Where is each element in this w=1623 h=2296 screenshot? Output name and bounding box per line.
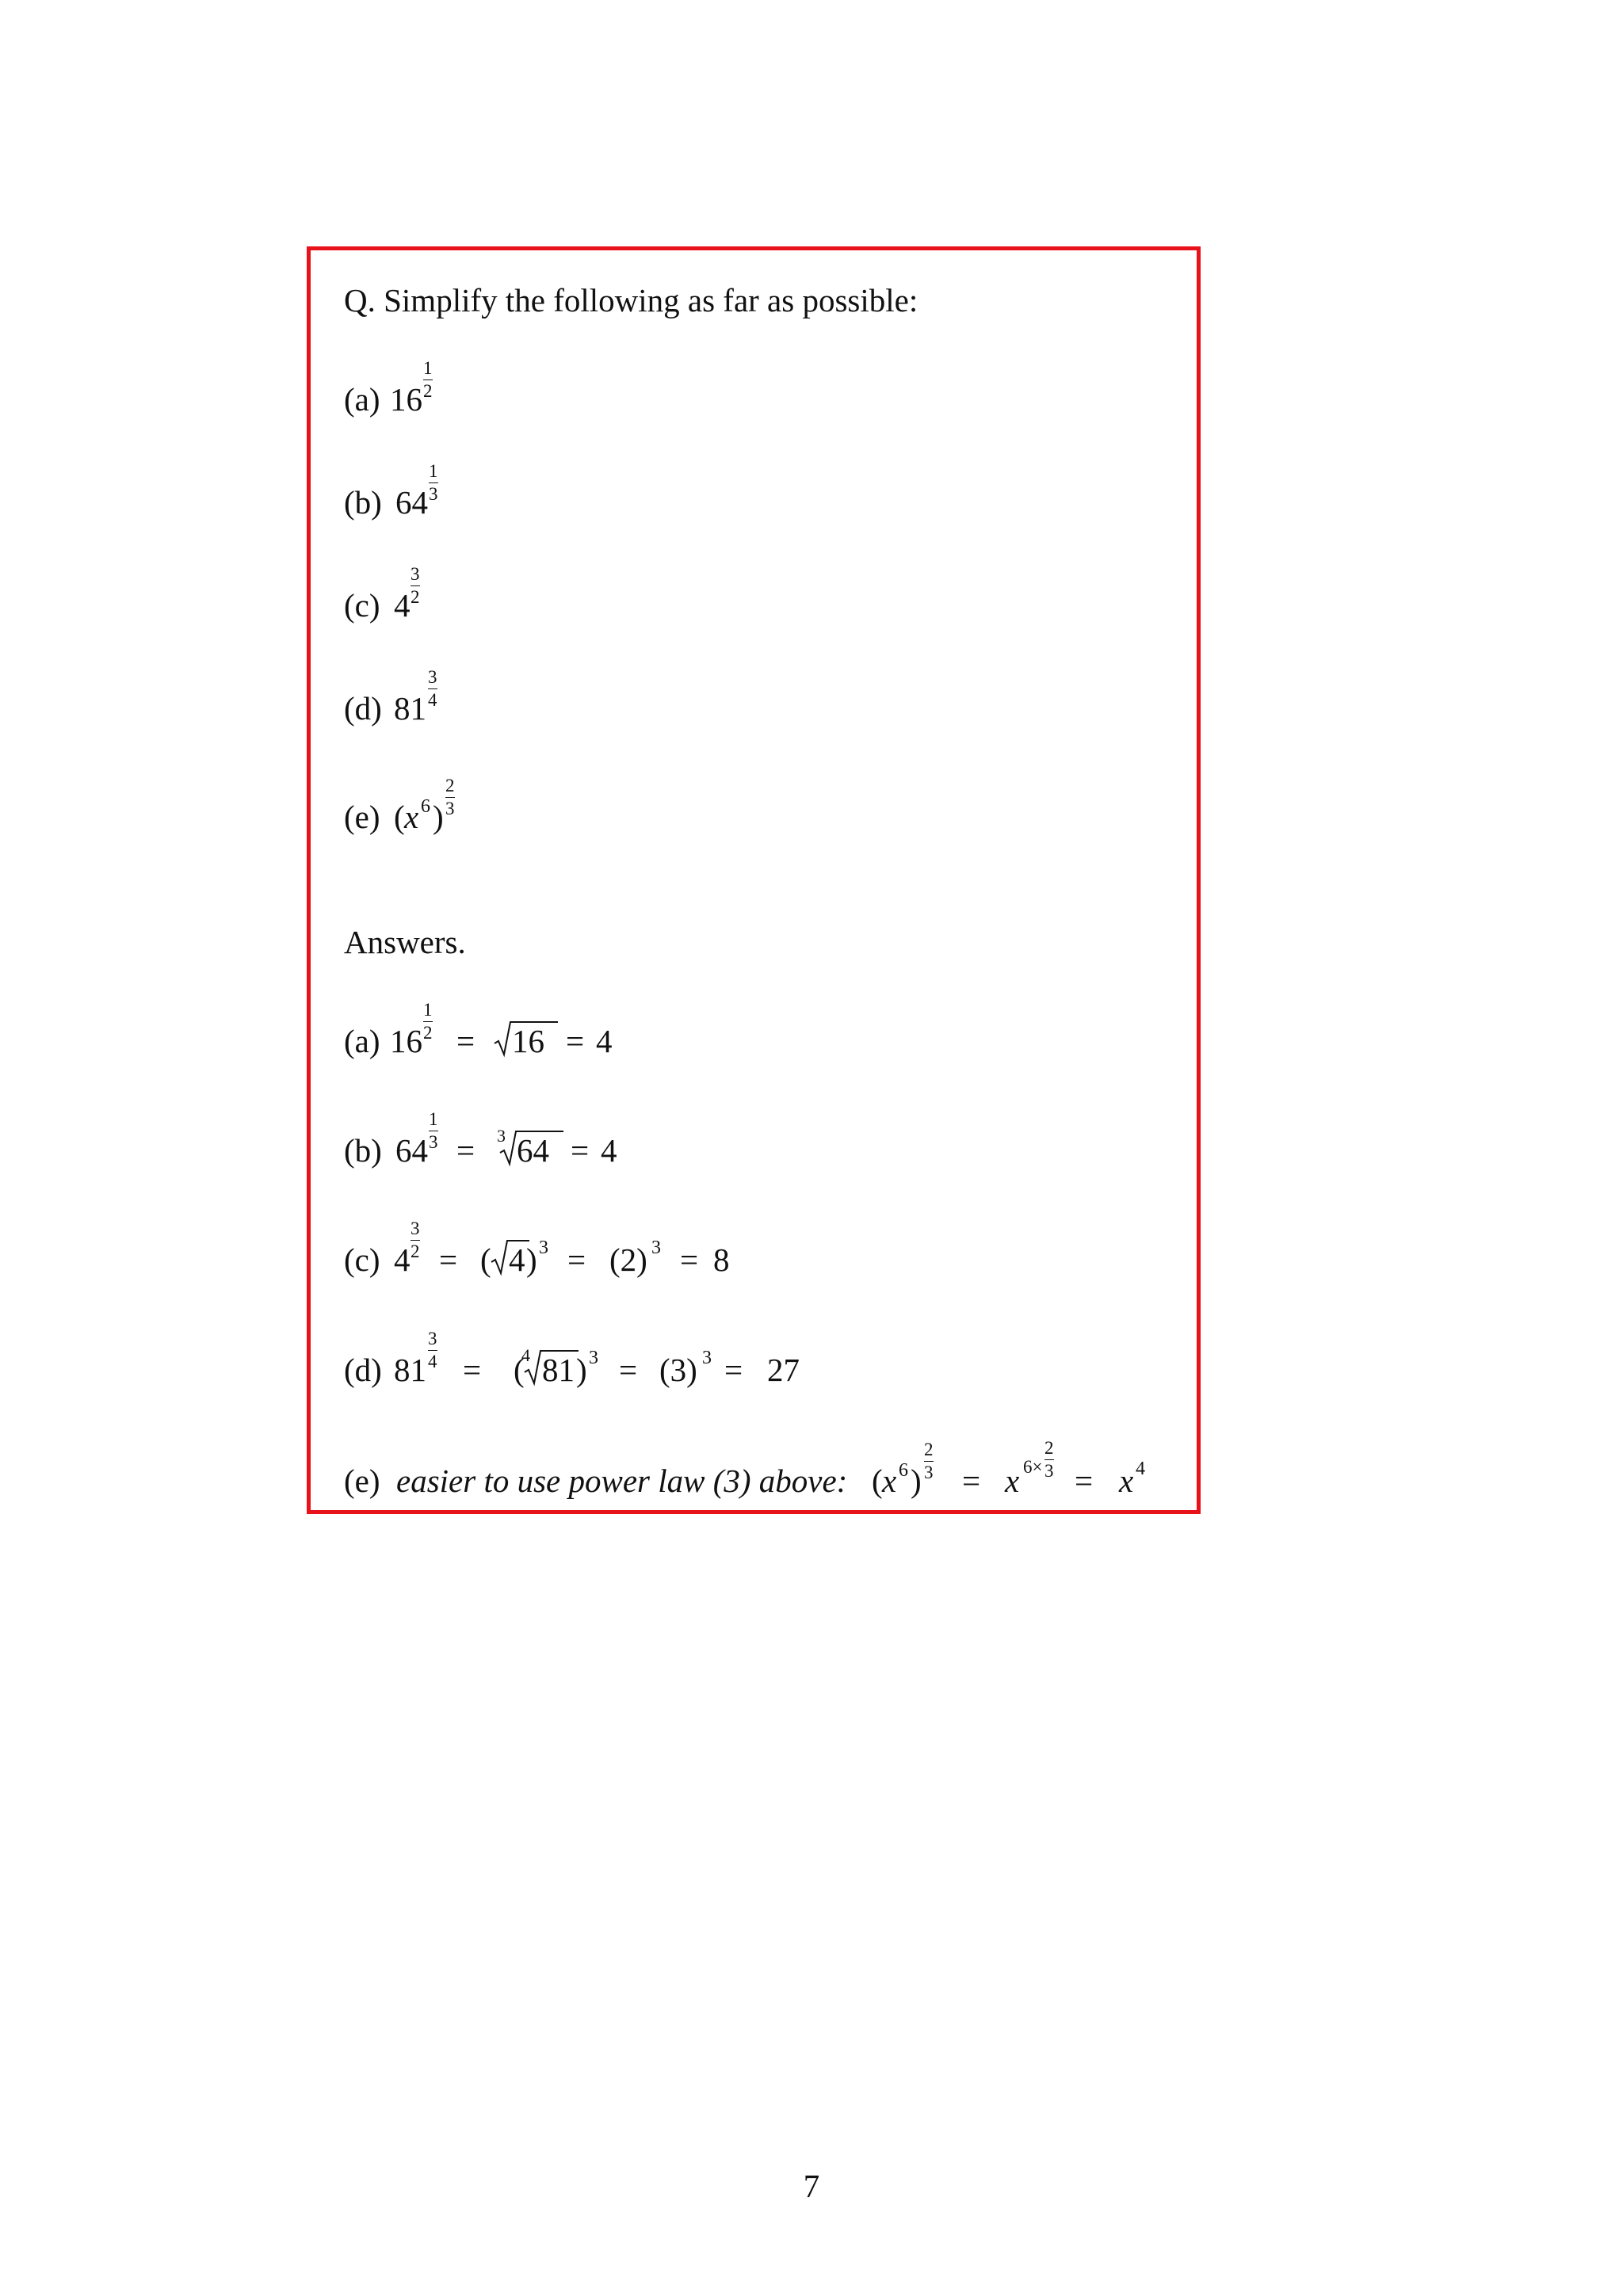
- item-label: (e): [344, 1463, 380, 1499]
- cube-root: 3: [498, 1129, 563, 1167]
- item-exponent: 1 3: [429, 461, 438, 504]
- item-label: (a): [344, 1023, 380, 1059]
- item-base: 64: [395, 484, 428, 521]
- item-base: 81: [394, 690, 426, 727]
- exponent: 1 2: [423, 1000, 433, 1043]
- item-label: (e): [344, 799, 380, 835]
- item-label: (b): [344, 484, 382, 521]
- item-exponent: 3 4: [428, 667, 437, 710]
- item-label: (d): [344, 690, 382, 727]
- item-label: (a): [344, 381, 380, 418]
- item-exponent: 1 2: [423, 358, 433, 401]
- item-label: (b): [344, 1132, 382, 1169]
- item-base: 16: [390, 381, 422, 418]
- exponent: 3 2: [411, 1219, 420, 1261]
- exponent: 2 3: [924, 1440, 934, 1482]
- item-label: (c): [344, 587, 380, 624]
- product-exponent: 2 3: [1044, 1438, 1054, 1481]
- fourth-root: 4: [523, 1348, 579, 1386]
- exponent: 3 4: [428, 1329, 437, 1371]
- page-number: 7: [803, 2168, 820, 2204]
- item-label: (d): [344, 1352, 382, 1388]
- item-base: 4: [394, 587, 411, 624]
- item-label: (c): [344, 1241, 380, 1278]
- item-exponent: 2 3: [445, 776, 455, 818]
- exponent: 1 3: [429, 1109, 438, 1152]
- answer-note: easier to use power law (3) above:: [396, 1463, 848, 1499]
- question-frame: [307, 246, 1201, 1514]
- item-exponent: 3 2: [411, 564, 420, 607]
